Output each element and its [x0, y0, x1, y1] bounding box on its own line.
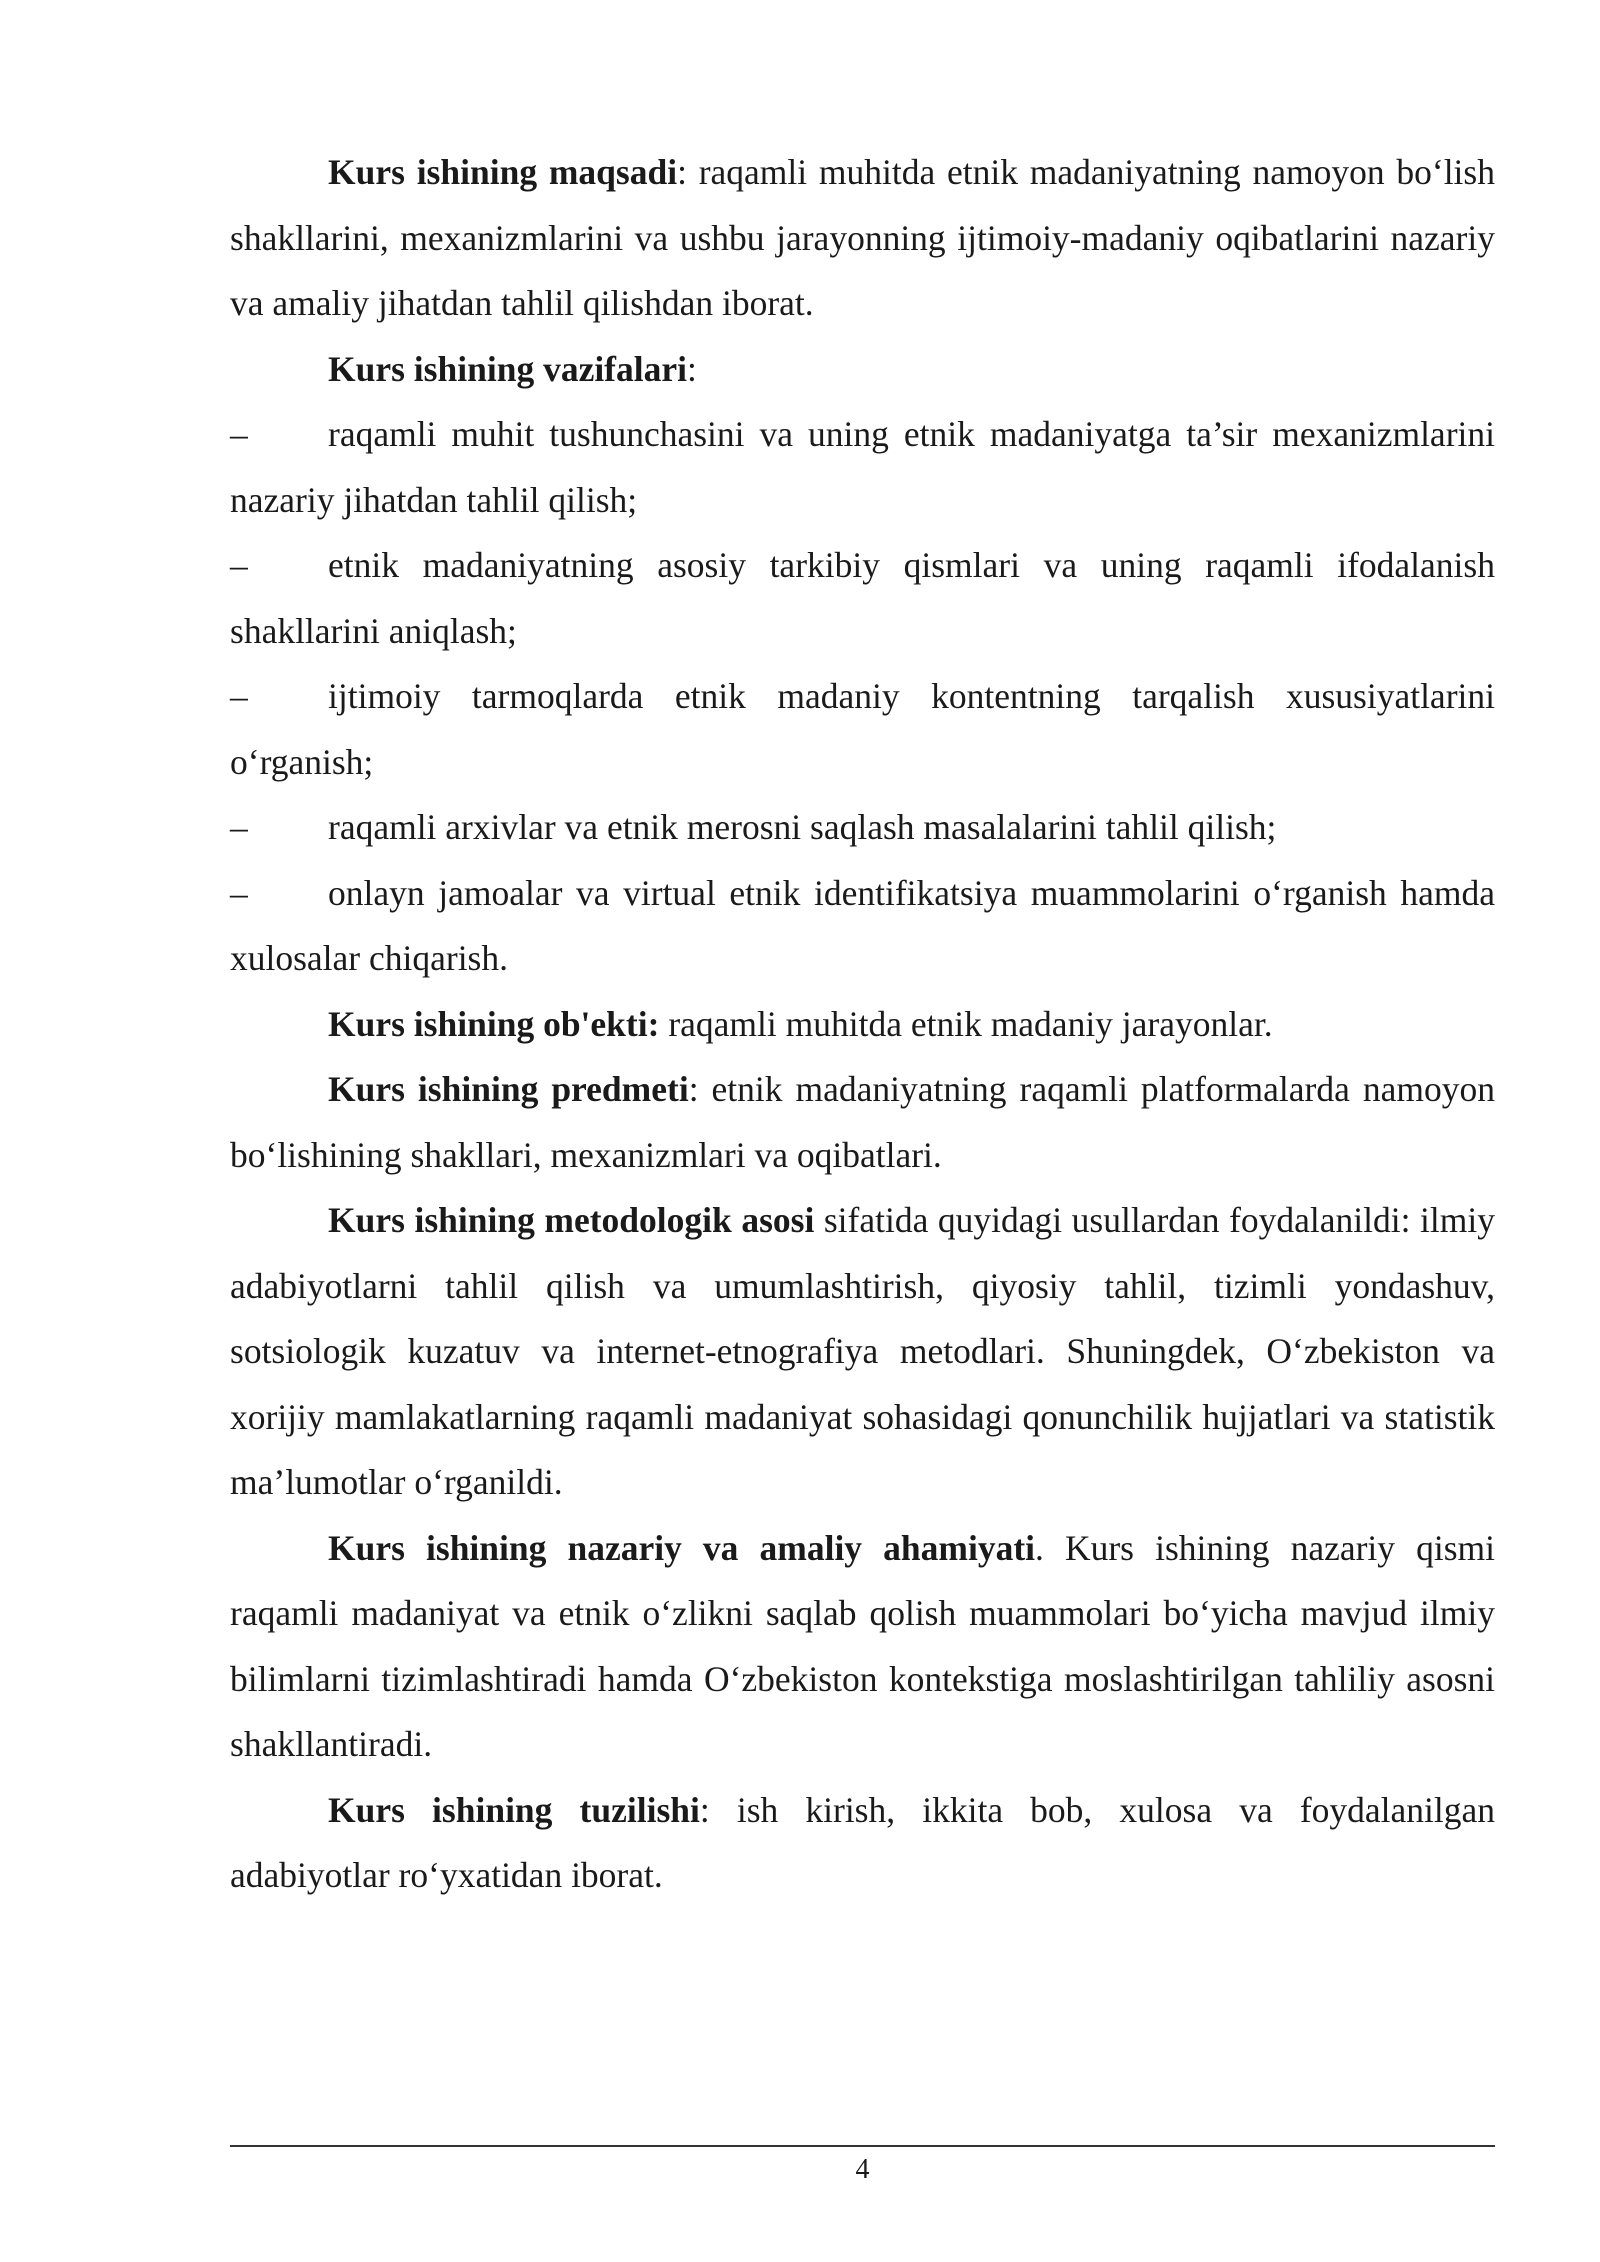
paragraph-ahamiyat [230, 1516, 1495, 1778]
paragraph-predmet [230, 1057, 1495, 1188]
text-maqsad: : raqamli muhitda etnik madaniyatning namoyon bo‘lish shakllarini, mexanizmlarini va ushbu jarayonning ijtimoiy-madaniy oqibatlarini nazariy va amaliy jihatdan tahlil qilishdan iborat. [230, 152, 1495, 323]
task-text: ijtimoiy tarmoqlarda etnik madaniy kontentning tarqalish xususiyatlarini o‘rganish; [230, 676, 1495, 782]
task-item [230, 533, 1495, 664]
task-text: etnik madaniyatning asosiy tarkibiy qismlari va uning raqamli ifodalanish shakllarini aniqlash; [230, 545, 1495, 651]
text-tuzilishi: : ish kirish, ikkita bob, xulosa va foydalanilgan adabiyotlar ro‘yxatidan iborat. [230, 1789, 1496, 1895]
heading-tuzilishi: Kurs ishining tuzilishi [328, 1789, 700, 1830]
paragraph-metodologik [230, 1188, 1495, 1516]
heading-ahamiyat: Kurs ishining nazariy va amaliy ahamiyati [328, 1527, 1036, 1568]
text-ahamiyat: . Kurs ishining nazariy qismi raqamli madaniyat va etnik o‘zlikni saqlab qolish muammolari bo‘yicha mavjud ilmiy bilimlarni tizimlashtiradi hamda O‘zbekiston kontekstiga moslashtirilgan tahliliy asosni shakllantiradi. [230, 1527, 1496, 1764]
paragraph-maqsad [230, 140, 1495, 337]
task-item [230, 861, 1495, 992]
footer-divider [230, 2145, 1495, 2147]
task-item [230, 795, 1495, 861]
paragraph-vazifalar [230, 337, 1495, 403]
task-text: raqamli arxivlar va etnik merosni saqlash masalalarini tahlil qilish; [328, 807, 1277, 847]
heading-obekt: Kurs ishining ob'ekti: [328, 1003, 660, 1044]
document-body [230, 140, 1495, 1909]
text-obekt: raqamli muhitda etnik madaniy jarayonlar. [659, 1003, 1273, 1044]
dash-bullet: – [230, 807, 248, 847]
paragraph-tuzilishi [230, 1778, 1495, 1909]
heading-maqsad: Kurs ishining maqsadi [328, 152, 678, 192]
task-item [230, 402, 1495, 533]
task-text: onlayn jamoalar va virtual etnik identifikatsiya muammolarini o‘rganish hamda xulosalar chiqarish. [230, 872, 1495, 978]
dash-bullet: – [230, 676, 248, 716]
heading-predmet: Kurs ishining predmeti [328, 1069, 689, 1109]
dash-bullet: – [230, 872, 248, 913]
task-text: raqamli muhit tushunchasini va uning etnik madaniyatga ta’sir mexanizmlarini nazariy jihatdan tahlil qilish; [230, 414, 1495, 520]
text-metodologik: sifatida quyidagi usullardan foydalanildi: ilmiy adabiyotlarni tahlil qilish va umumlashtirish, qiyosiy tahlil, tizimli yondashuv, sotsiologik kuzatuv va internet-etnografiya metodlari. Shuningdek, O‘zbekiston va xorijiy mamlakatlarning raqamli madaniyat sohasidagi qonunchilik hujjatlari va statistik ma’lumotlar o‘rganildi. [230, 1200, 1495, 1502]
page-number: 4 [855, 2154, 870, 2185]
heading-vazifalar: Kurs ishining vazifalari [328, 348, 687, 389]
dash-bullet: – [230, 545, 248, 585]
task-item [230, 664, 1495, 795]
text-vazifalar: : [687, 348, 697, 389]
heading-metodologik: Kurs ishining metodologik asosi [328, 1200, 815, 1240]
text-predmet: : etnik madaniyatning raqamli platformalarda namoyon bo‘lishining shakllari, mexanizmlari va oqibatlari. [230, 1069, 1495, 1175]
paragraph-obekt [230, 992, 1495, 1058]
dash-bullet: – [230, 414, 248, 454]
